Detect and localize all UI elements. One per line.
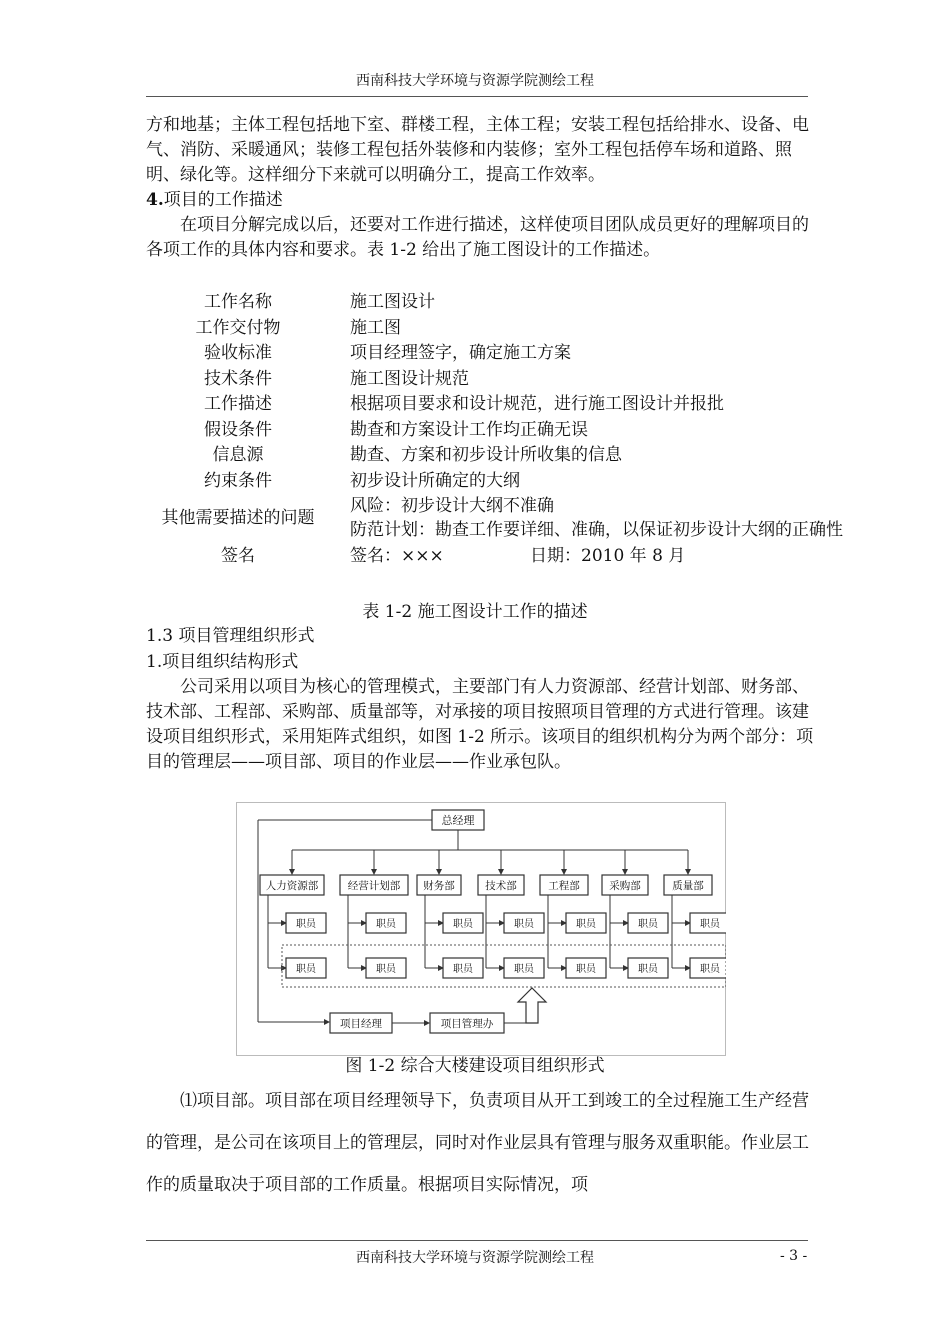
signature-text: 签名：×××: [350, 546, 444, 566]
table-row: [140, 341, 890, 367]
project-management-office: 项目管理办: [440, 1018, 494, 1030]
section-1-3-1-heading: 1.项目组织结构形式: [146, 652, 299, 672]
table-row: [140, 418, 890, 444]
table-row-sign: [140, 542, 890, 570]
department-5: 采购部: [609, 880, 641, 892]
table-key: 工作描述: [204, 394, 272, 414]
table-key: 验收标准: [204, 343, 272, 363]
staff-lower-4: 职员: [576, 964, 596, 975]
table-row-other: [140, 494, 890, 542]
staff-lower-6: 职员: [700, 964, 720, 975]
department-4: 工程部: [548, 880, 580, 892]
department-6: 质量部: [672, 880, 704, 892]
prevention-plan-text: 防范计划：勘查工作要详细、准确，以保证初步设计大纲的正确性: [350, 520, 843, 540]
staff-lower-2: 职员: [453, 964, 473, 975]
department-1: 经营计划部: [347, 880, 401, 892]
table-value: 勘查和方案设计工作均正确无误: [350, 419, 588, 440]
table-row: [140, 367, 890, 393]
footer-rule: [146, 1240, 808, 1241]
section-4-title: 项目的工作描述: [163, 190, 283, 210]
staff-upper-5: 职员: [638, 919, 658, 930]
table-key: 假设条件: [204, 419, 272, 440]
risk-text: 风险：初步设计大纲不准确: [350, 496, 554, 516]
staff-upper-6: 职员: [700, 919, 720, 930]
page-header: 西南科技大学环境与资源学院测绘工程: [356, 73, 594, 89]
header-rule: [146, 96, 808, 97]
department-2: 财务部: [423, 880, 455, 892]
page-number: - 3 -: [780, 1248, 808, 1264]
table-value: 初步设计所确定的大纲: [350, 470, 520, 491]
section-4-number: 4.: [146, 190, 164, 210]
page-footer: 西南科技大学环境与资源学院测绘工程: [356, 1250, 594, 1266]
staff-upper-1: 职员: [376, 919, 396, 930]
section-4-paragraph: 在项目分解完成以后，还要对工作进行描述，这样使项目团队成员更好的理解项目的各项工作的具体内容和要求。表 1-2 给出了施工图设计的工作描述。: [146, 215, 809, 260]
table-row: [140, 316, 890, 342]
staff-upper-4: 职员: [576, 919, 596, 930]
table-value: 施工图设计规范: [350, 368, 469, 389]
table-caption: 表 1-2 施工图设计工作的描述: [362, 602, 588, 622]
table-row: [140, 392, 890, 418]
table-row: [140, 469, 890, 495]
staff-lower-0: 职员: [296, 964, 316, 975]
table-key: 其他需要描述的问题: [161, 508, 315, 528]
work-description-table: [140, 290, 890, 570]
table-value: 根据项目要求和设计规范，进行施工图设计并报批: [350, 394, 724, 414]
org-chart-figure: [236, 802, 726, 1056]
project-manager: 项目经理: [340, 1018, 382, 1030]
figure-caption: 图 1-2 综合大楼建设项目组织形式: [345, 1056, 605, 1076]
table-value: 施工图: [350, 317, 401, 338]
department-3: 技术部: [485, 880, 517, 892]
table-key: 工作交付物: [195, 317, 281, 338]
section-4-heading: [146, 188, 283, 213]
table-key: 签名: [221, 546, 255, 566]
department-0: 人力资源部: [265, 880, 319, 892]
staff-lower-5: 职员: [638, 964, 658, 975]
staff-upper-2: 职员: [453, 919, 473, 930]
org-chart-svg: [236, 802, 726, 1056]
table-key: 约束条件: [204, 470, 272, 491]
table-key: 技术条件: [204, 368, 272, 389]
table-value: 施工图设计: [350, 292, 435, 312]
table-key: 工作名称: [204, 292, 272, 312]
table-value: 项目经理签字，确定施工方案: [350, 343, 571, 363]
section-1-3-paragraph: 公司采用以项目为核心的管理模式，主要部门有人力资源部、经营计划部、财务部、技术部、工程部、采购部、质量部等，对承接的项目按照项目管理的方式进行管理。该建设项目组织形式，采用矩阵式组织，如图 1-2 所示。该项目的组织机构分为两个部分：项目的管理层——项目部、项目的作业层——作业承包队。: [146, 677, 814, 772]
section-1-3-heading: 1.3 项目管理组织形式: [146, 626, 315, 646]
staff-upper-0: 职员: [296, 919, 316, 930]
staff-upper-3: 职员: [514, 919, 534, 930]
table-value: 勘查、方案和初步设计所收集的信息: [350, 445, 622, 465]
general-manager: 总经理: [441, 814, 475, 827]
table-key: 信息源: [212, 445, 264, 465]
project-department-paragraph: ⑴项目部。项目部在项目经理领导下，负责项目从开工到竣工的全过程施工生产经营的管理，是公司在该项目上的管理层，同时对作业层具有管理与服务双重职能。作业层工作的质量取决于项目部的工作质量。根据项目实际情况，项: [146, 1091, 809, 1195]
date-text: 日期：2010 年 8 月: [530, 546, 686, 566]
table-row: [140, 443, 890, 469]
intro-paragraph: 方和地基；主体工程包括地下室、群楼工程，主体工程；安装工程包括给排水、设备、电气、消防、采暖通风；装修工程包括外装修和内装修；室外工程包括停车场和道路、照明、绿化等。这样细分下来就可以明确分工，提高工作效率。: [146, 115, 809, 185]
staff-lower-3: 职员: [514, 964, 534, 975]
table-row: [140, 290, 890, 316]
staff-lower-1: 职员: [376, 964, 396, 975]
